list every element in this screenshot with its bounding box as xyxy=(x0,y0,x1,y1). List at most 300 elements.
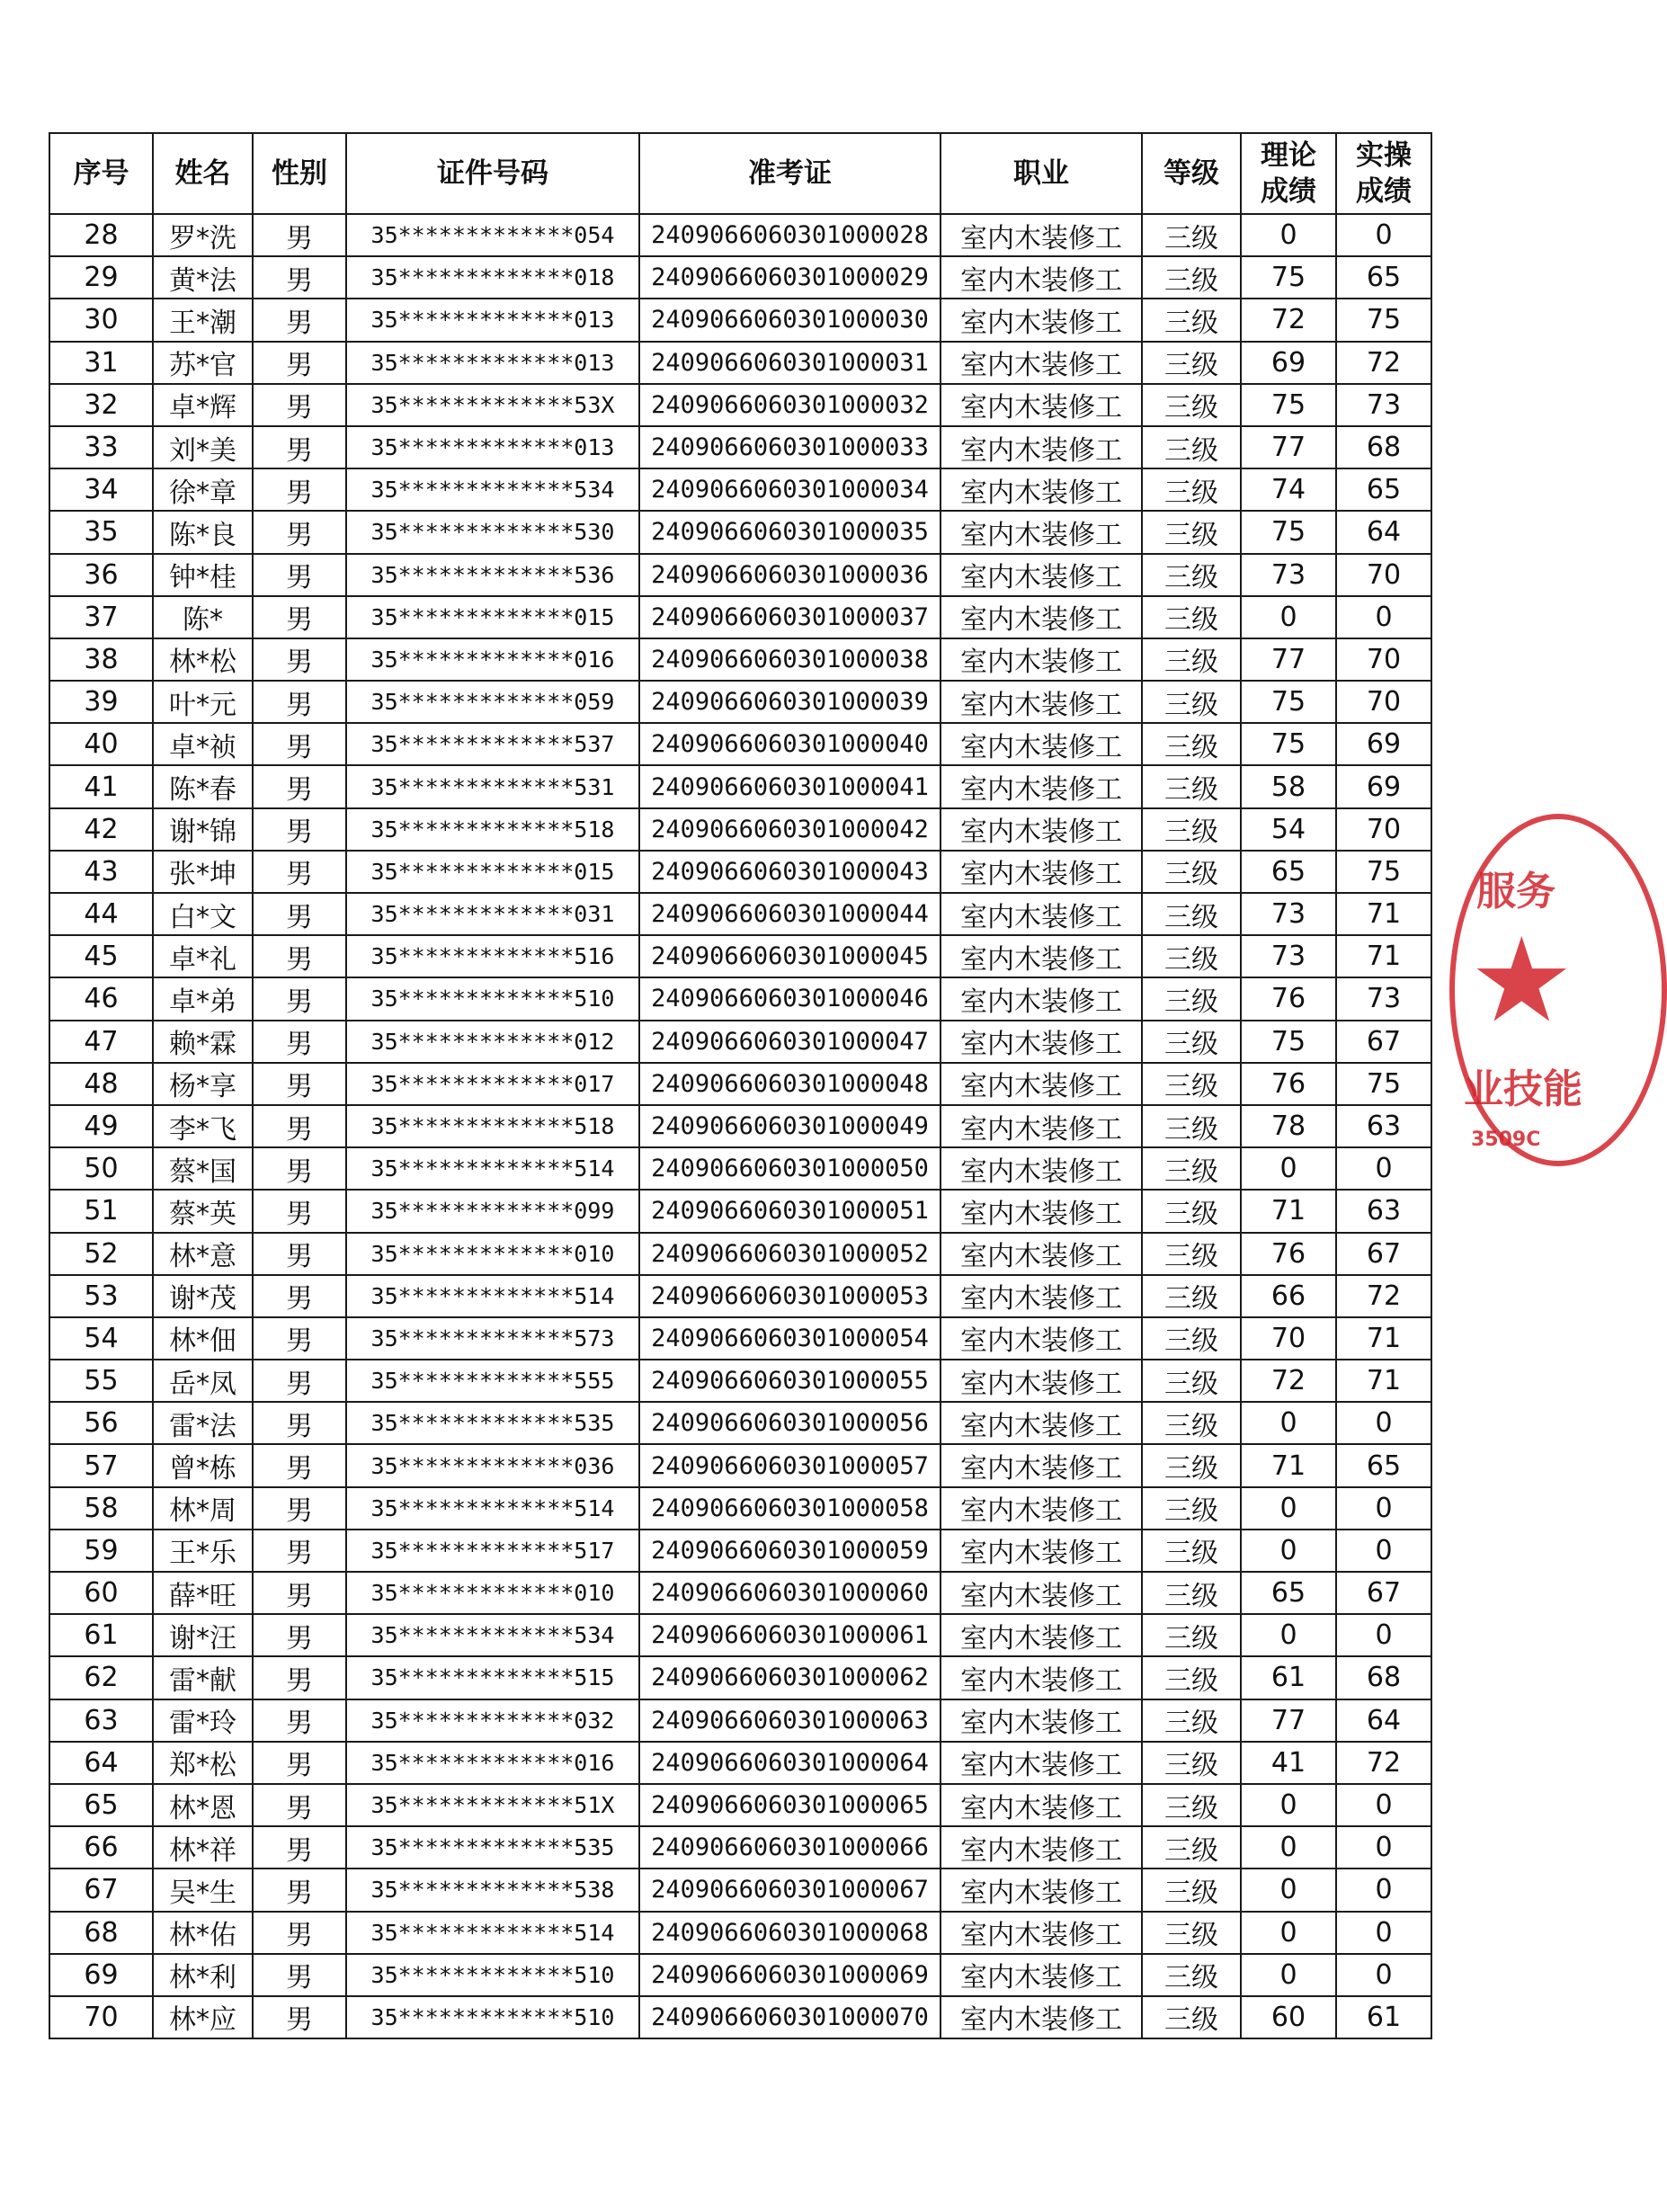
cell-name: 岳*凤 xyxy=(153,1360,253,1402)
cell-name: 雷*玲 xyxy=(153,1699,253,1742)
cell-level: 三级 xyxy=(1142,1063,1241,1105)
cell-exam-ticket: 2409066060301000031 xyxy=(639,342,940,384)
cell-exam-ticket: 2409066060301000034 xyxy=(639,468,940,511)
cell-theory-score: 0 xyxy=(1241,1614,1336,1656)
cell-exam-ticket: 2409066060301000062 xyxy=(639,1656,940,1699)
table-row xyxy=(49,299,1431,341)
header-exam-ticket: 准考证 xyxy=(639,133,940,214)
cell-id-number: 35*************518 xyxy=(346,1105,639,1147)
cell-occupation: 室内木装修工 xyxy=(940,1487,1142,1530)
cell-theory-score: 0 xyxy=(1241,1784,1336,1826)
cell-name: 林*利 xyxy=(153,1954,253,1996)
cell-gender: 男 xyxy=(253,851,346,893)
cell-id-number: 35*************514 xyxy=(346,1275,639,1317)
cell-exam-ticket: 2409066060301000033 xyxy=(639,426,940,468)
cell-theory-score: 60 xyxy=(1241,1996,1336,2038)
cell-seq: 42 xyxy=(49,808,153,851)
table-row xyxy=(49,977,1431,1020)
cell-name: 张*坤 xyxy=(153,851,253,893)
cell-name: 苏*官 xyxy=(153,342,253,384)
cell-occupation: 室内木装修工 xyxy=(940,681,1142,723)
cell-level: 三级 xyxy=(1142,1487,1241,1530)
cell-occupation: 室内木装修工 xyxy=(940,384,1142,426)
cell-theory-score: 72 xyxy=(1241,1360,1336,1402)
cell-level: 三级 xyxy=(1142,1275,1241,1317)
cell-id-number: 35*************518 xyxy=(346,808,639,851)
cell-level: 三级 xyxy=(1142,1572,1241,1614)
table-row xyxy=(49,638,1431,681)
cell-name: 林*意 xyxy=(153,1233,253,1275)
cell-level: 三级 xyxy=(1142,426,1241,468)
cell-name: 卓*辉 xyxy=(153,384,253,426)
cell-name: 罗*洗 xyxy=(153,214,253,256)
cell-id-number: 35*************53X xyxy=(346,384,639,426)
cell-exam-ticket: 2409066060301000038 xyxy=(639,638,940,681)
cell-occupation: 室内木装修工 xyxy=(940,893,1142,935)
cell-level: 三级 xyxy=(1142,1317,1241,1360)
cell-exam-ticket: 2409066060301000054 xyxy=(639,1317,940,1360)
cell-name: 王*乐 xyxy=(153,1530,253,1572)
cell-exam-ticket: 2409066060301000049 xyxy=(639,1105,940,1147)
cell-name: 陈*春 xyxy=(153,765,253,807)
cell-gender: 男 xyxy=(253,1360,346,1402)
cell-occupation: 室内木装修工 xyxy=(940,1656,1142,1699)
cell-level: 三级 xyxy=(1142,1190,1241,1232)
cell-id-number: 35*************530 xyxy=(346,511,639,553)
cell-theory-score: 75 xyxy=(1241,511,1336,553)
cell-gender: 男 xyxy=(253,1614,346,1656)
cell-name: 卓*礼 xyxy=(153,935,253,977)
cell-occupation: 室内木装修工 xyxy=(940,851,1142,893)
cell-seq: 66 xyxy=(49,1826,153,1869)
cell-theory-score: 0 xyxy=(1241,1530,1336,1572)
cell-level: 三级 xyxy=(1142,1912,1241,1954)
cell-exam-ticket: 2409066060301000039 xyxy=(639,681,940,723)
cell-practice-score: 71 xyxy=(1336,1360,1431,1402)
table-row xyxy=(49,1317,1431,1360)
cell-name: 雷*献 xyxy=(153,1656,253,1699)
cell-name: 谢*汪 xyxy=(153,1614,253,1656)
cell-gender: 男 xyxy=(253,681,346,723)
cell-gender: 男 xyxy=(253,554,346,596)
cell-theory-score: 61 xyxy=(1241,1656,1336,1699)
cell-exam-ticket: 2409066060301000044 xyxy=(639,893,940,935)
header-theory-line2: 成绩 xyxy=(1261,175,1316,208)
table-row xyxy=(49,1912,1431,1954)
table-row xyxy=(49,1105,1431,1147)
cell-id-number: 35*************031 xyxy=(346,893,639,935)
cell-seq: 68 xyxy=(49,1912,153,1954)
cell-occupation: 室内木装修工 xyxy=(940,1742,1142,1784)
cell-id-number: 35*************534 xyxy=(346,468,639,511)
cell-id-number: 35*************010 xyxy=(346,1572,639,1614)
cell-seq: 56 xyxy=(49,1402,153,1444)
cell-theory-score: 77 xyxy=(1241,1699,1336,1742)
cell-theory-score: 75 xyxy=(1241,256,1336,299)
cell-level: 三级 xyxy=(1142,765,1241,807)
cell-occupation: 室内木装修工 xyxy=(940,723,1142,765)
cell-level: 三级 xyxy=(1142,1954,1241,1996)
cell-exam-ticket: 2409066060301000061 xyxy=(639,1614,940,1656)
cell-id-number: 35*************099 xyxy=(346,1190,639,1232)
cell-name: 郑*松 xyxy=(153,1742,253,1784)
cell-theory-score: 71 xyxy=(1241,1444,1336,1486)
seal-ring xyxy=(1449,814,1667,1166)
cell-exam-ticket: 2409066060301000048 xyxy=(639,1063,940,1105)
cell-gender: 男 xyxy=(253,596,346,638)
header-gender: 性别 xyxy=(253,133,346,214)
cell-gender: 男 xyxy=(253,1021,346,1063)
cell-gender: 男 xyxy=(253,1869,346,1911)
cell-practice-score: 0 xyxy=(1336,214,1431,256)
cell-level: 三级 xyxy=(1142,808,1241,851)
cell-practice-score: 0 xyxy=(1336,1487,1431,1530)
cell-id-number: 35*************054 xyxy=(346,214,639,256)
cell-name: 王*潮 xyxy=(153,299,253,341)
table-row xyxy=(49,1614,1431,1656)
cell-gender: 男 xyxy=(253,256,346,299)
cell-name: 林*松 xyxy=(153,638,253,681)
cell-practice-score: 64 xyxy=(1336,1699,1431,1742)
cell-theory-score: 0 xyxy=(1241,1912,1336,1954)
cell-gender: 男 xyxy=(253,1190,346,1232)
cell-level: 三级 xyxy=(1142,384,1241,426)
cell-name: 林*应 xyxy=(153,1996,253,2038)
cell-practice-score: 0 xyxy=(1336,1912,1431,1954)
cell-id-number: 35*************51X xyxy=(346,1784,639,1826)
table-row xyxy=(49,681,1431,723)
cell-theory-score: 65 xyxy=(1241,1572,1336,1614)
cell-level: 三级 xyxy=(1142,1784,1241,1826)
cell-occupation: 室内木装修工 xyxy=(940,468,1142,511)
seal-text-top: 服务 xyxy=(1476,869,1556,914)
cell-exam-ticket: 2409066060301000065 xyxy=(639,1784,940,1826)
cell-gender: 男 xyxy=(253,765,346,807)
cell-occupation: 室内木装修工 xyxy=(940,554,1142,596)
cell-seq: 58 xyxy=(49,1487,153,1530)
cell-occupation: 室内木装修工 xyxy=(940,1826,1142,1869)
cell-id-number: 35*************514 xyxy=(346,1147,639,1190)
cell-level: 三级 xyxy=(1142,1869,1241,1911)
cell-gender: 男 xyxy=(253,808,346,851)
table-row xyxy=(49,468,1431,511)
cell-occupation: 室内木装修工 xyxy=(940,1190,1142,1232)
cell-occupation: 室内木装修工 xyxy=(940,1954,1142,1996)
cell-id-number: 35*************016 xyxy=(346,1742,639,1784)
cell-exam-ticket: 2409066060301000028 xyxy=(639,214,940,256)
cell-practice-score: 0 xyxy=(1336,1530,1431,1572)
cell-level: 三级 xyxy=(1142,723,1241,765)
cell-gender: 男 xyxy=(253,299,346,341)
cell-gender: 男 xyxy=(253,1656,346,1699)
table-row xyxy=(49,808,1431,851)
table-row xyxy=(49,1147,1431,1190)
cell-gender: 男 xyxy=(253,935,346,977)
table-row xyxy=(49,1444,1431,1486)
cell-seq: 35 xyxy=(49,511,153,553)
table-row xyxy=(49,1699,1431,1742)
cell-id-number: 35*************515 xyxy=(346,1656,639,1699)
cell-name: 卓*弟 xyxy=(153,977,253,1020)
cell-occupation: 室内木装修工 xyxy=(940,1147,1142,1190)
cell-id-number: 35*************032 xyxy=(346,1699,639,1742)
cell-exam-ticket: 2409066060301000030 xyxy=(639,299,940,341)
cell-gender: 男 xyxy=(253,977,346,1020)
cell-seq: 37 xyxy=(49,596,153,638)
cell-exam-ticket: 2409066060301000050 xyxy=(639,1147,940,1190)
cell-occupation: 室内木装修工 xyxy=(940,1444,1142,1486)
cell-occupation: 室内木装修工 xyxy=(940,1869,1142,1911)
table-row xyxy=(49,426,1431,468)
cell-seq: 53 xyxy=(49,1275,153,1317)
header-occupation: 职业 xyxy=(940,133,1142,214)
cell-level: 三级 xyxy=(1142,596,1241,638)
cell-level: 三级 xyxy=(1142,511,1241,553)
header-id-number: 证件号码 xyxy=(346,133,639,214)
table-row xyxy=(49,1190,1431,1232)
cell-theory-score: 75 xyxy=(1241,681,1336,723)
cell-practice-score: 72 xyxy=(1336,342,1431,384)
cell-theory-score: 54 xyxy=(1241,808,1336,851)
cell-seq: 55 xyxy=(49,1360,153,1402)
cell-practice-score: 68 xyxy=(1336,426,1431,468)
cell-exam-ticket: 2409066060301000047 xyxy=(639,1021,940,1063)
cell-gender: 男 xyxy=(253,1784,346,1826)
cell-occupation: 室内木装修工 xyxy=(940,977,1142,1020)
cell-level: 三级 xyxy=(1142,342,1241,384)
cell-theory-score: 76 xyxy=(1241,977,1336,1020)
cell-name: 蔡*国 xyxy=(153,1147,253,1190)
cell-theory-score: 75 xyxy=(1241,1021,1336,1063)
cell-practice-score: 67 xyxy=(1336,1572,1431,1614)
cell-id-number: 35*************517 xyxy=(346,1530,639,1572)
cell-level: 三级 xyxy=(1142,1021,1241,1063)
cell-occupation: 室内木装修工 xyxy=(940,1996,1142,2038)
cell-gender: 男 xyxy=(253,723,346,765)
cell-name: 叶*元 xyxy=(153,681,253,723)
cell-gender: 男 xyxy=(253,1996,346,2038)
cell-id-number: 35*************013 xyxy=(346,426,639,468)
table-row xyxy=(49,1487,1431,1530)
cell-gender: 男 xyxy=(253,1275,346,1317)
cell-exam-ticket: 2409066060301000041 xyxy=(639,765,940,807)
cell-gender: 男 xyxy=(253,1487,346,1530)
cell-name: 赖*霖 xyxy=(153,1021,253,1063)
cell-seq: 69 xyxy=(49,1954,153,1996)
cell-id-number: 35*************538 xyxy=(346,1869,639,1911)
cell-practice-score: 0 xyxy=(1336,1954,1431,1996)
cell-seq: 70 xyxy=(49,1996,153,2038)
cell-occupation: 室内木装修工 xyxy=(940,1360,1142,1402)
cell-exam-ticket: 2409066060301000032 xyxy=(639,384,940,426)
cell-occupation: 室内木装修工 xyxy=(940,638,1142,681)
cell-exam-ticket: 2409066060301000069 xyxy=(639,1954,940,1996)
cell-occupation: 室内木装修工 xyxy=(940,342,1142,384)
cell-theory-score: 73 xyxy=(1241,554,1336,596)
cell-theory-score: 78 xyxy=(1241,1105,1336,1147)
cell-exam-ticket: 2409066060301000051 xyxy=(639,1190,940,1232)
cell-exam-ticket: 2409066060301000052 xyxy=(639,1233,940,1275)
cell-exam-ticket: 2409066060301000036 xyxy=(639,554,940,596)
cell-name: 陈* xyxy=(153,596,253,638)
cell-name: 林*恩 xyxy=(153,1784,253,1826)
cell-gender: 男 xyxy=(253,1742,346,1784)
cell-occupation: 室内木装修工 xyxy=(940,299,1142,341)
cell-practice-score: 71 xyxy=(1336,1317,1431,1360)
cell-seq: 28 xyxy=(49,214,153,256)
cell-gender: 男 xyxy=(253,1402,346,1444)
cell-gender: 男 xyxy=(253,1317,346,1360)
cell-name: 卓*祯 xyxy=(153,723,253,765)
cell-occupation: 室内木装修工 xyxy=(940,935,1142,977)
header-practice-score xyxy=(1336,133,1431,214)
cell-level: 三级 xyxy=(1142,1656,1241,1699)
cell-id-number: 35*************510 xyxy=(346,1954,639,1996)
cell-theory-score: 74 xyxy=(1241,468,1336,511)
cell-level: 三级 xyxy=(1142,554,1241,596)
cell-exam-ticket: 2409066060301000066 xyxy=(639,1826,940,1869)
cell-exam-ticket: 2409066060301000029 xyxy=(639,256,940,299)
cell-level: 三级 xyxy=(1142,893,1241,935)
cell-name: 薛*旺 xyxy=(153,1572,253,1614)
cell-level: 三级 xyxy=(1142,977,1241,1020)
cell-occupation: 室内木装修工 xyxy=(940,1317,1142,1360)
cell-exam-ticket: 2409066060301000067 xyxy=(639,1869,940,1911)
cell-level: 三级 xyxy=(1142,638,1241,681)
cell-practice-score: 65 xyxy=(1336,468,1431,511)
cell-exam-ticket: 2409066060301000042 xyxy=(639,808,940,851)
cell-occupation: 室内木装修工 xyxy=(940,1614,1142,1656)
cell-practice-score: 63 xyxy=(1336,1105,1431,1147)
cell-seq: 38 xyxy=(49,638,153,681)
cell-seq: 41 xyxy=(49,765,153,807)
cell-practice-score: 65 xyxy=(1336,256,1431,299)
cell-id-number: 35*************510 xyxy=(346,1996,639,2038)
cell-practice-score: 71 xyxy=(1336,893,1431,935)
cell-exam-ticket: 2409066060301000068 xyxy=(639,1912,940,1954)
cell-gender: 男 xyxy=(253,638,346,681)
cell-id-number: 35*************017 xyxy=(346,1063,639,1105)
cell-theory-score: 0 xyxy=(1241,1954,1336,1996)
cell-seq: 51 xyxy=(49,1190,153,1232)
cell-name: 林*祥 xyxy=(153,1826,253,1869)
cell-theory-score: 72 xyxy=(1241,299,1336,341)
cell-seq: 36 xyxy=(49,554,153,596)
cell-seq: 61 xyxy=(49,1614,153,1656)
cell-theory-score: 75 xyxy=(1241,384,1336,426)
cell-exam-ticket: 2409066060301000063 xyxy=(639,1699,940,1742)
cell-seq: 39 xyxy=(49,681,153,723)
cell-id-number: 35*************573 xyxy=(346,1317,639,1360)
table-row xyxy=(49,893,1431,935)
cell-id-number: 35*************012 xyxy=(346,1021,639,1063)
cell-level: 三级 xyxy=(1142,1742,1241,1784)
table-row xyxy=(49,1784,1431,1826)
cell-id-number: 35*************010 xyxy=(346,1233,639,1275)
cell-theory-score: 73 xyxy=(1241,893,1336,935)
cell-theory-score: 41 xyxy=(1241,1742,1336,1784)
cell-name: 杨*享 xyxy=(153,1063,253,1105)
cell-occupation: 室内木装修工 xyxy=(940,1105,1142,1147)
cell-practice-score: 63 xyxy=(1336,1190,1431,1232)
cell-practice-score: 0 xyxy=(1336,1402,1431,1444)
cell-name: 吴*生 xyxy=(153,1869,253,1911)
cell-occupation: 室内木装修工 xyxy=(940,1699,1142,1742)
cell-seq: 44 xyxy=(49,893,153,935)
table-row xyxy=(49,1275,1431,1317)
cell-seq: 33 xyxy=(49,426,153,468)
cell-theory-score: 70 xyxy=(1241,1317,1336,1360)
cell-name: 陈*良 xyxy=(153,511,253,553)
cell-theory-score: 0 xyxy=(1241,596,1336,638)
cell-level: 三级 xyxy=(1142,1233,1241,1275)
score-table xyxy=(49,132,1432,2039)
cell-seq: 29 xyxy=(49,256,153,299)
cell-gender: 男 xyxy=(253,1147,346,1190)
cell-exam-ticket: 2409066060301000056 xyxy=(639,1402,940,1444)
cell-seq: 65 xyxy=(49,1784,153,1826)
star-icon: ★ xyxy=(1469,912,1574,1048)
cell-occupation: 室内木装修工 xyxy=(940,1063,1142,1105)
cell-exam-ticket: 2409066060301000037 xyxy=(639,596,940,638)
header-name: 姓名 xyxy=(153,133,253,214)
table-row xyxy=(49,1402,1431,1444)
cell-seq: 48 xyxy=(49,1063,153,1105)
cell-exam-ticket: 2409066060301000053 xyxy=(639,1275,940,1317)
cell-level: 三级 xyxy=(1142,1699,1241,1742)
cell-practice-score: 0 xyxy=(1336,1826,1431,1869)
cell-exam-ticket: 2409066060301000064 xyxy=(639,1742,940,1784)
cell-theory-score: 0 xyxy=(1241,1147,1336,1190)
cell-exam-ticket: 2409066060301000060 xyxy=(639,1572,940,1614)
cell-name: 黄*法 xyxy=(153,256,253,299)
cell-level: 三级 xyxy=(1142,1614,1241,1656)
table-row xyxy=(49,596,1431,638)
cell-occupation: 室内木装修工 xyxy=(940,1233,1142,1275)
cell-level: 三级 xyxy=(1142,214,1241,256)
cell-gender: 男 xyxy=(253,214,346,256)
table-row xyxy=(49,384,1431,426)
cell-exam-ticket: 2409066060301000059 xyxy=(639,1530,940,1572)
cell-seq: 47 xyxy=(49,1021,153,1063)
cell-seq: 46 xyxy=(49,977,153,1020)
cell-theory-score: 0 xyxy=(1241,1487,1336,1530)
header-practice-line1: 实操 xyxy=(1356,139,1412,172)
cell-id-number: 35*************015 xyxy=(346,851,639,893)
cell-gender: 男 xyxy=(253,1572,346,1614)
cell-theory-score: 0 xyxy=(1241,1869,1336,1911)
table-row xyxy=(49,1656,1431,1699)
cell-occupation: 室内木装修工 xyxy=(940,808,1142,851)
cell-seq: 45 xyxy=(49,935,153,977)
header-seq: 序号 xyxy=(49,133,153,214)
cell-gender: 男 xyxy=(253,511,346,553)
cell-exam-ticket: 2409066060301000058 xyxy=(639,1487,940,1530)
table-row xyxy=(49,851,1431,893)
cell-gender: 男 xyxy=(253,1954,346,1996)
table-row xyxy=(49,1233,1431,1275)
cell-exam-ticket: 2409066060301000045 xyxy=(639,935,940,977)
seal-text-bottom: 业技能 xyxy=(1464,1066,1582,1112)
cell-theory-score: 77 xyxy=(1241,426,1336,468)
cell-id-number: 35*************514 xyxy=(346,1912,639,1954)
cell-occupation: 室内木装修工 xyxy=(940,1275,1142,1317)
seal-text-code: 3509C xyxy=(1471,1128,1541,1151)
cell-practice-score: 72 xyxy=(1336,1275,1431,1317)
cell-practice-score: 0 xyxy=(1336,1869,1431,1911)
cell-name: 谢*锦 xyxy=(153,808,253,851)
cell-exam-ticket: 2409066060301000043 xyxy=(639,851,940,893)
